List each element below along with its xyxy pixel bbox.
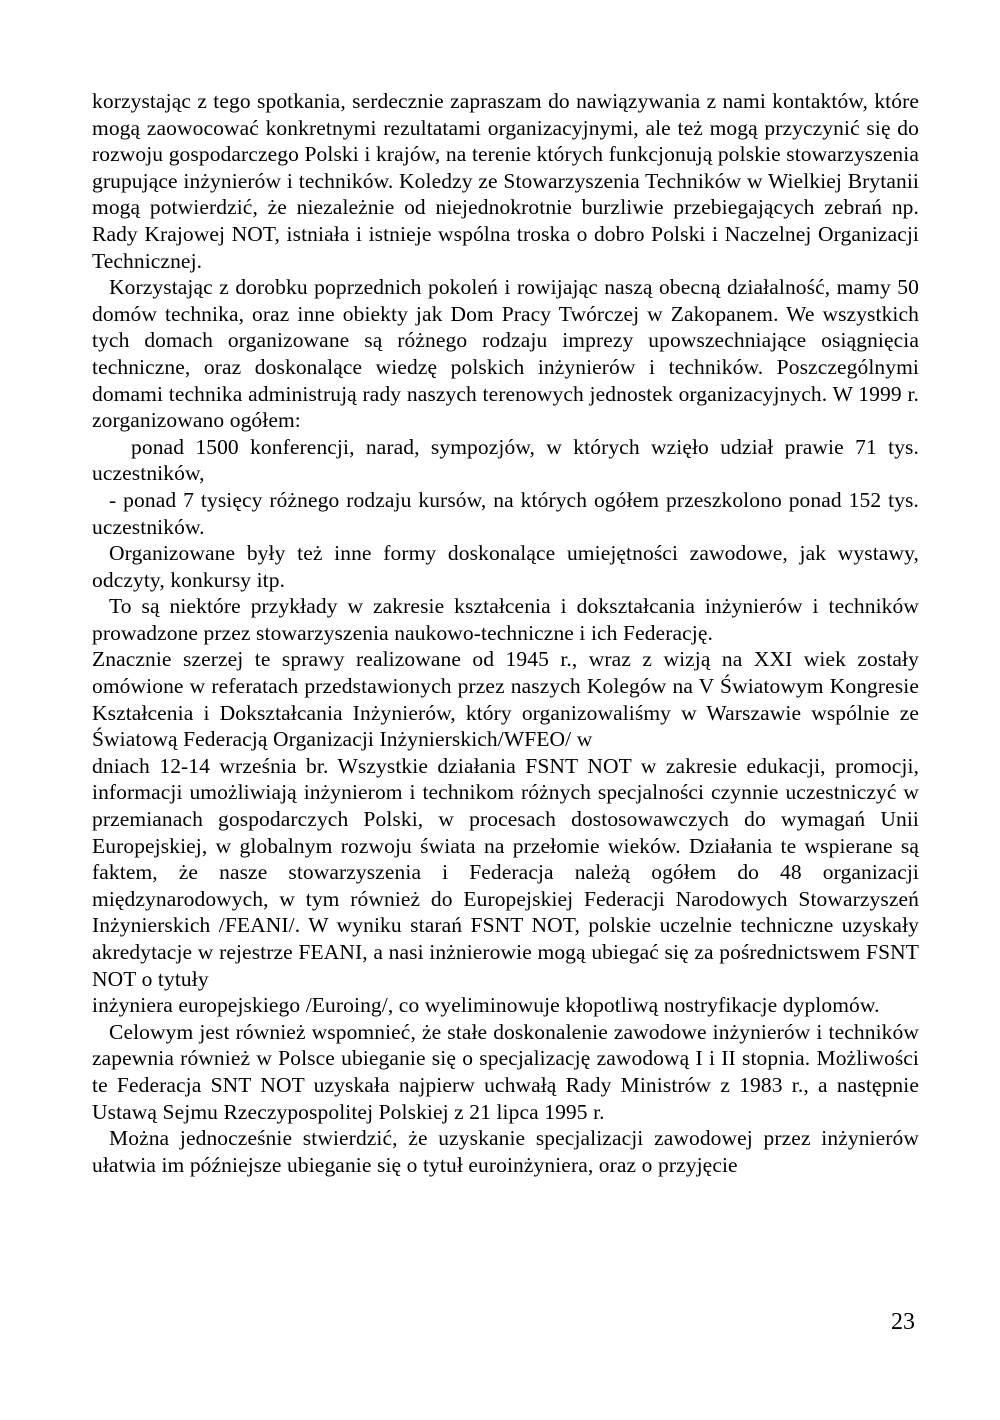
paragraph: inżyniera europejskiego /Euroing/, co wyeliminowuje kłopotliwą nostryfikacje dyplomów. xyxy=(92,993,880,1018)
paragraph: ponad 1500 konferencji, narad, sympozjów, w których wzięło udział prawie 71 tys. uczestników, xyxy=(92,434,919,486)
paragraph: Celowym jest również wspomnieć, że stałe doskonalenie zawodowe inżynierów i techników zapewnia również w Polsce ubieganie się o specjalizację zawodową I i II stopnia. Możliwości te Federacja SNT NOT uzyskała najpierw uchwałą Rady Ministrów z 1983 r., a następnie Ustawą Sejmu Rzeczypospolitej Polskiej z 21 lipca 1995 r. xyxy=(92,1019,919,1124)
paragraph: Znacznie szerzej te sprawy realizowane od 1945 r., wraz z wizją na XXI wiek zostały omówione w referatach przedstawionych przez naszych Kolegów na V Światowym Kongresie Kształcenia i Dokształcania Inżynierów, który organizowaliśmy w Warszawie wspólnie ze Światową Federacją Organizacji Inżynierskich/WFEO/ w xyxy=(92,647,919,752)
paragraph: Można jednocześnie stwierdzić, że uzyskanie specjalizacji zawodowej przez inżynierów ułatwia im późniejsze ubieganie się o tytuł euroinżyniera, oraz o przyjęcie xyxy=(92,1126,919,1177)
paragraph: korzystając z tego spotkania, serdecznie zapraszam do nawiązywania z nami kontaktów, które mogą zaowocować konkretnymi rezultatami organizacyjnymi, ale też mogą przyczynić się do rozwoju gospodarczego Polski i krajów, na terenie których funkcjonują polskie stowarzyszenia grupujące inżynierów i techników. Koledzy ze Stowarzyszenia Techników w Wielkiej Brytanii mogą potwierdzić, że niezależnie od niejednokrotnie burzliwie przebiegających zebrań np. Rady Krajowej NOT, istniała i istnieje wspólna troska o dobro Polski i Naczelnej Organizacji Technicznej. xyxy=(92,89,919,273)
paragraph: - ponad 7 tysięcy różnego rodzaju kursów, na których ogółem przeszkolono ponad 152 tys. uczestników. xyxy=(92,487,919,539)
paragraph: Korzystając z dorobku poprzednich pokoleń i rowijając naszą obecną działalność, mamy 50 domów technika, oraz inne obiekty jak Dom Pracy Twórczej w Zakopanem. We wszystkich tych domach organizowane są różnego rodzaju imprezy upowszechniające osiągnięcia techniczne, oraz doskonalące wiedzę polskich inżynierów i techników. Poszczególnymi domami technika administrują rady naszych terenowych jednostek organizacyjnych. W 1999 r. zorganizowano ogółem: xyxy=(92,275,919,433)
page-number: 23 xyxy=(891,1309,915,1335)
paragraph: Organizowane były też inne formy doskonalące umiejętności zawodowe, jak wystawy, odczyty, konkursy itp. xyxy=(92,541,919,592)
paragraph: To są niektóre przykłady w zakresie kształcenia i dokształcania inżynierów i techników prowadzone przez stowarzyszenia naukowo-techniczne i ich Federację. xyxy=(92,594,919,645)
page-body-text xyxy=(92,88,919,1178)
paragraph: dniach 12-14 września br. Wszystkie działania FSNT NOT w zakresie edukacji, promocji, informacji umożliwiają inżynierom i technikom różnych specjalności czynnie uczestniczyć w przemianach gospodarczych Polski, w procesach dostosowawczych do wymagań Unii Europejskiej, w globalnym rozwoju świata na przełomie wieków. Działania te wspierane są faktem, że nasze stowarzyszenia i Federacja należą ogółem do 48 organizacji międzynarodowych, w tym również do Europejskiej Federacji Narodowych Stowarzyszeń Inżynierskich /FEANI/. W wyniku starań FSNT NOT, polskie uczelnie techniczne uzyskały akredytacje w rejestrze FEANI, a nasi inżnierowie mogą ubiegać się za pośrednictswem FSNT NOT o tytuły xyxy=(92,753,919,991)
